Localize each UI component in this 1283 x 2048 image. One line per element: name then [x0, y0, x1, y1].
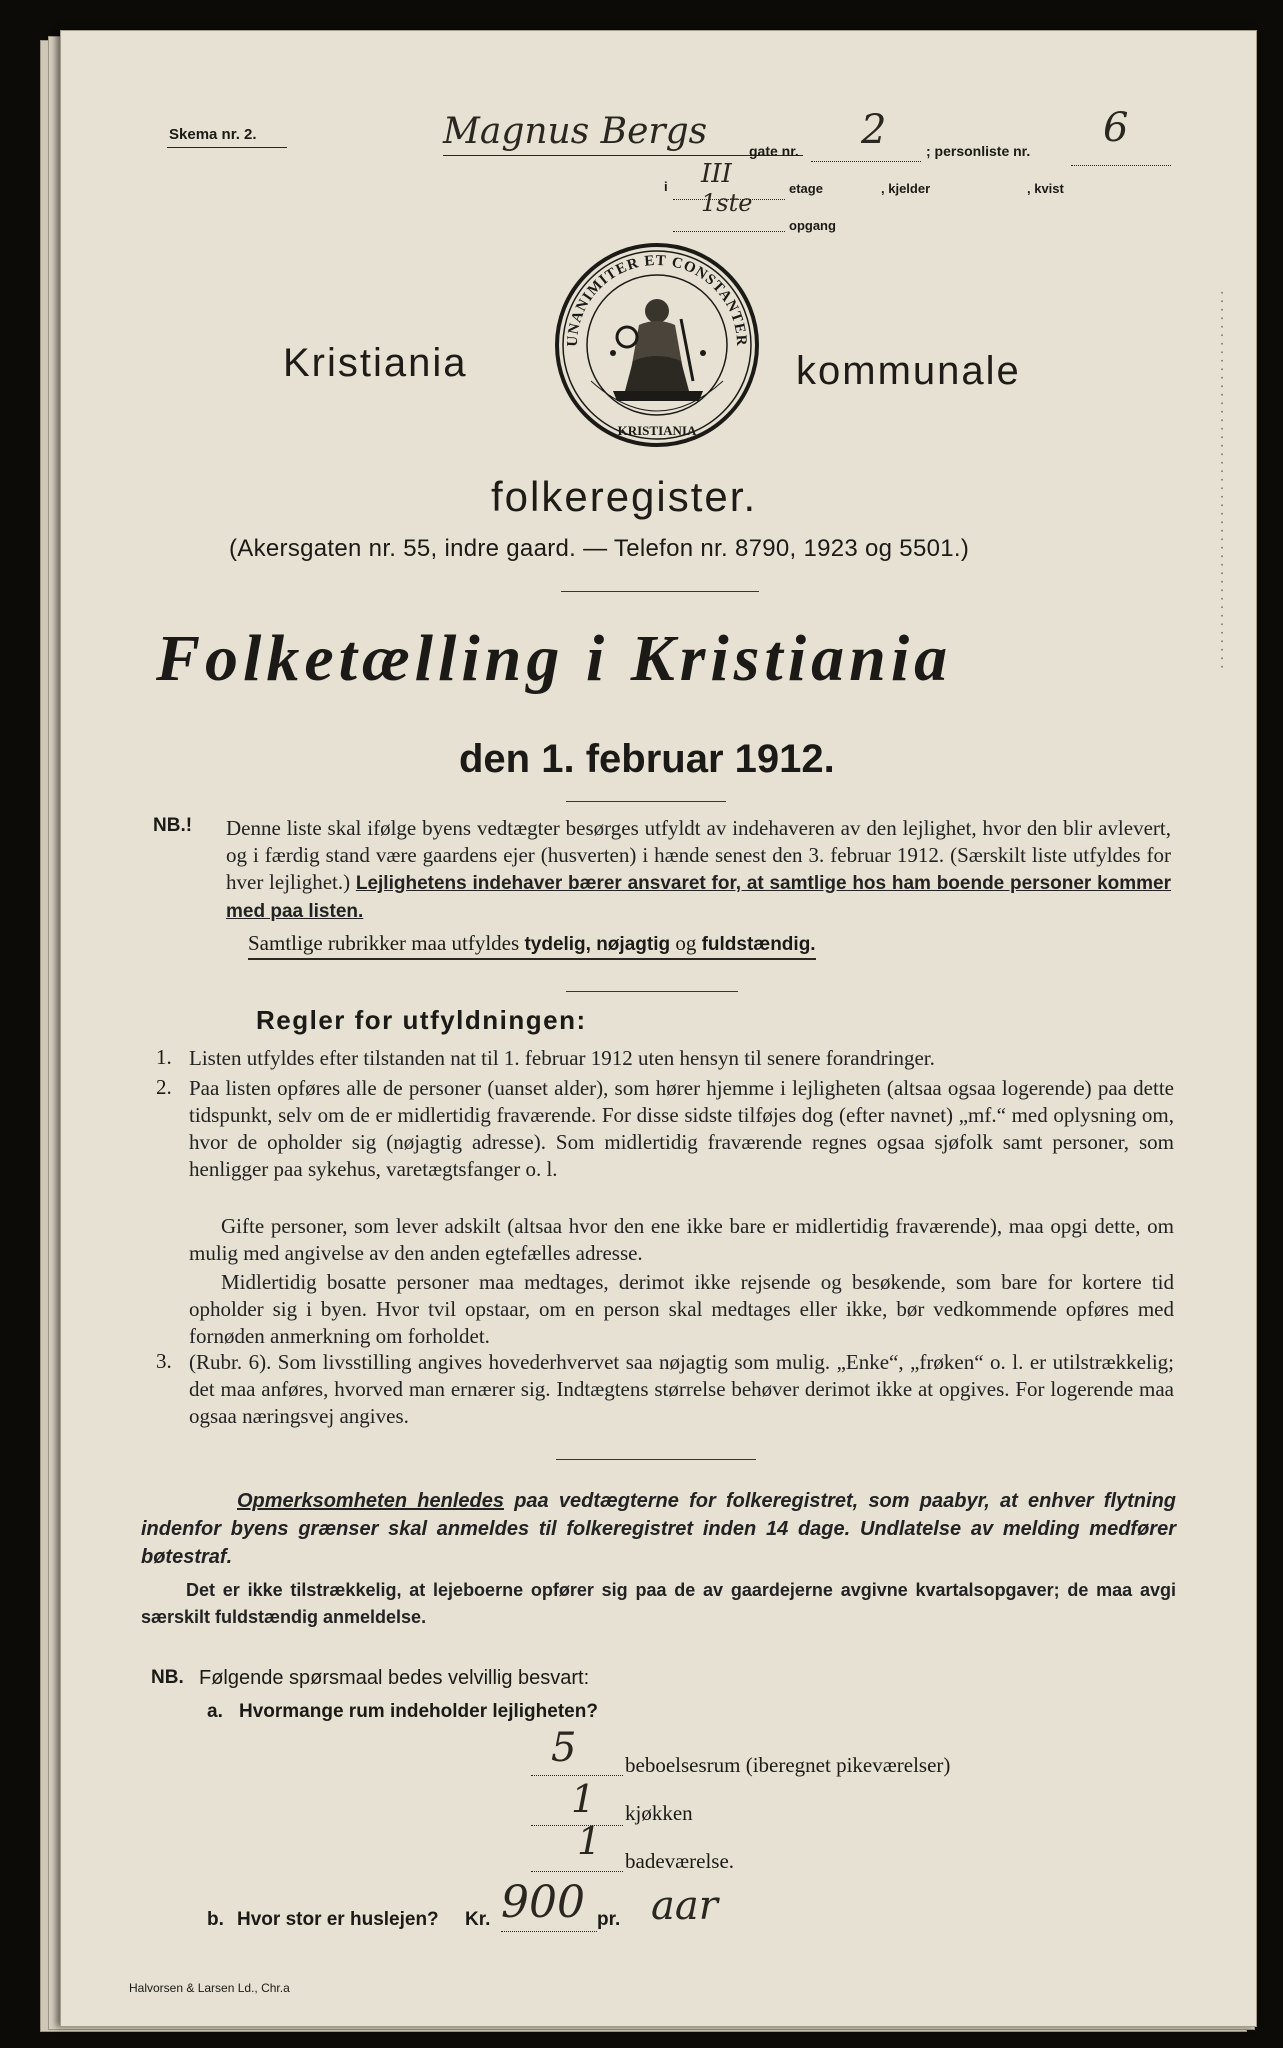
- rule-2-number: 2.: [156, 1075, 172, 1099]
- rent-amount-handwritten: 900: [501, 1877, 585, 1928]
- notice-lead: Opmerksomheten henledes: [237, 1490, 504, 1512]
- requirement-tydelig: tydelig,: [524, 934, 591, 955]
- seal-city-name: KRISTIANIA: [617, 423, 697, 438]
- office-address: (Akersgaten nr. 55, indre gaard. — Telefon nr. 8790, 1923 og 5501.): [229, 535, 970, 562]
- question-a-text: Hvormange rum indeholder lejligheten?: [239, 1701, 598, 1722]
- room-count-handwritten: 5: [551, 1725, 577, 1771]
- rule-1-text: Listen utfyldes efter tilstanden nat til 1. februar 1912 uten hensyn til senere forandringer.: [189, 1046, 935, 1070]
- nb-bold-responsibility: Lejlighetens indehaver bærer ansvaret for, at samtlige hos ham boende personer kommer med paa listen.: [226, 873, 1171, 922]
- notice-text: paa vedtægterne for folkeregistret, som paabyr, at enhver flytning indenfor byens grænser skal anmeldes til folkeregistret inden 14 dage. Undlatelse av melding medfører bøtestraf.: [141, 1490, 1177, 1568]
- main-title: Folketælling i Kristiania: [156, 622, 953, 695]
- rent-per-label: pr.: [597, 1909, 621, 1930]
- rule-2-text: Paa listen opføres alle de personer (uanset alder), som hører hjemme i lejligheten (altsaa ogsaa logerende) paa dette tidspunkt, selv om de er midlertidig fraværende. For disse sidste tilføjes dog (efter navnet) „mf.“ med oplysning om, hvor de opholder sig (nøjagtig adresse). Som midlertidig fraværende regnes ogsaa sjøfolk samt personer, som henligger paa sykehus, varetægtsfanger o. l.: [189, 1076, 1174, 1181]
- census-form-page: [60, 30, 1257, 2027]
- personliste-number-handwritten: 6: [1103, 105, 1129, 151]
- schema-underline: [167, 147, 287, 148]
- rent-period-handwritten: aar: [651, 1883, 718, 1929]
- notice-second-paragraph: Det er ikke tilstrækkelig, at lejeboerne opfører sig paa de av gaardejerne avgivne kvartalsopgaver; de maa avgi særskilt fuldstændig anmeldelse.: [141, 1580, 1176, 1627]
- gate-label: gate nr.: [749, 143, 799, 159]
- requirement-text: Samtlige rubrikker maa utfyldes: [248, 931, 520, 955]
- opgang-label: opgang: [789, 218, 836, 233]
- street-name-handwritten: Magnus Bergs: [443, 111, 708, 152]
- rule-2-temporary: Midlertidig bosatte personer maa medtages, derimot ikke rejsende og besøkende, som bare for kortere tid opholder sig i byen. Hvor tvil opstaar, om en person skal medtages eller ikke, bør vedkommende opføres med fornøden anmerkning om forholdet.: [189, 1270, 1174, 1348]
- kjelder-label: , kjelder: [881, 181, 931, 196]
- requirement-nojagtig: nøjagtig: [596, 934, 671, 955]
- seal-motto: UNANIMITER ET CONSTANTER: [564, 252, 750, 348]
- bleed-through-text: . . . . . . . . . . . . . . . . . . . . . . . . . . . . . . . . . . . . . . . . . . . . .: [1217, 291, 1236, 670]
- personliste-label: ; personliste nr.: [926, 143, 1031, 159]
- questions-nb-label: NB.: [151, 1667, 184, 1688]
- requirement-og: og: [675, 931, 697, 955]
- etage-handwritten: III: [701, 159, 732, 189]
- rule-1-number: 1.: [156, 1045, 172, 1069]
- rule-2-married: Gifte personer, som lever adskilt (altsaa hvor den ene ikke bare er midlertidig fraværende), maa opgi dette, om mulig med angivelse av den anden egtefælles adresse.: [189, 1214, 1174, 1265]
- room-count-field[interactable]: [531, 1775, 623, 1776]
- rule-3-number: 3.: [156, 1349, 172, 1373]
- rules-heading: Regler for utfyldningen:: [256, 1005, 587, 1035]
- gate-number-field[interactable]: [811, 161, 921, 162]
- divider: [561, 591, 759, 592]
- nb-requirement-line: [248, 931, 816, 960]
- rule-3-text: (Rubr. 6). Som livsstilling angives hovederhvervet saa nøjagtig som mulig. „Enke“, „frøken“ o. l. er utilstrækkelig; det maa anføres, hvorved man ernærer sig. Indtægtens størrelse behøver derimot ikke at opgives. For logerende maa ogsaa næringsvej angives.: [189, 1350, 1174, 1428]
- etage-label: etage: [789, 181, 823, 196]
- divider: [566, 801, 726, 802]
- requirement-fuldstaendig: fuldstændig.: [701, 934, 816, 955]
- opgang-handwritten: 1ste: [701, 189, 753, 217]
- question-b-label: b.: [207, 1909, 224, 1930]
- rent-amount-field[interactable]: [501, 1931, 597, 1932]
- schema-number: Skema nr. 2.: [169, 126, 257, 143]
- divider: [556, 1459, 756, 1460]
- room-count-field[interactable]: [531, 1871, 623, 1872]
- notice-paragraph: [141, 1487, 1176, 1571]
- room-type-label: beboelsesrum (iberegnet pikeværelser): [625, 1753, 951, 1777]
- nb-label: NB.!: [153, 815, 193, 836]
- personliste-number-field[interactable]: [1071, 165, 1171, 166]
- nb-text: Denne liste skal ifølge byens vedtægter besørges utfyldt av indehaveren av den lejlighet, hvor den blir avlevert, og i færdig stand være gaardens ejer (husverten) i hænde senest den 3. februar 1912. (Særskilt liste utfyldes for hver lejlighet.): [226, 816, 1171, 894]
- printer-imprint: Halvorsen & Larsen Ld., Chr.a: [129, 1981, 290, 1995]
- opgang-field[interactable]: [673, 231, 785, 232]
- divider: [566, 991, 738, 992]
- gate-number-handwritten: 2: [861, 107, 887, 153]
- rent-currency-label: Kr.: [465, 1909, 491, 1930]
- question-b-text: Hvor stor er huslejen?: [237, 1909, 439, 1930]
- question-a-label: a.: [207, 1701, 223, 1722]
- title-folkeregister: folkeregister.: [491, 473, 758, 520]
- room-count-handwritten: 1: [571, 1777, 596, 1821]
- room-count-handwritten: 1: [577, 1819, 602, 1863]
- room-type-label: badeværelse.: [625, 1849, 735, 1873]
- title-kommunale: kommunale: [796, 349, 1021, 393]
- seal-emblem-icon: [553, 241, 761, 449]
- census-date: den 1. februar 1912.: [459, 737, 835, 781]
- room-type-label: kjøkken: [625, 1801, 693, 1825]
- questions-intro: Følgende spørsmaal bedes velvillig besvart:: [199, 1667, 590, 1689]
- kristiania-seal: [553, 241, 761, 449]
- kvist-label: , kvist: [1027, 181, 1064, 196]
- title-kristiania: Kristiania: [283, 341, 468, 385]
- nb-paragraph: [226, 815, 1171, 925]
- i-label: i: [664, 179, 668, 194]
